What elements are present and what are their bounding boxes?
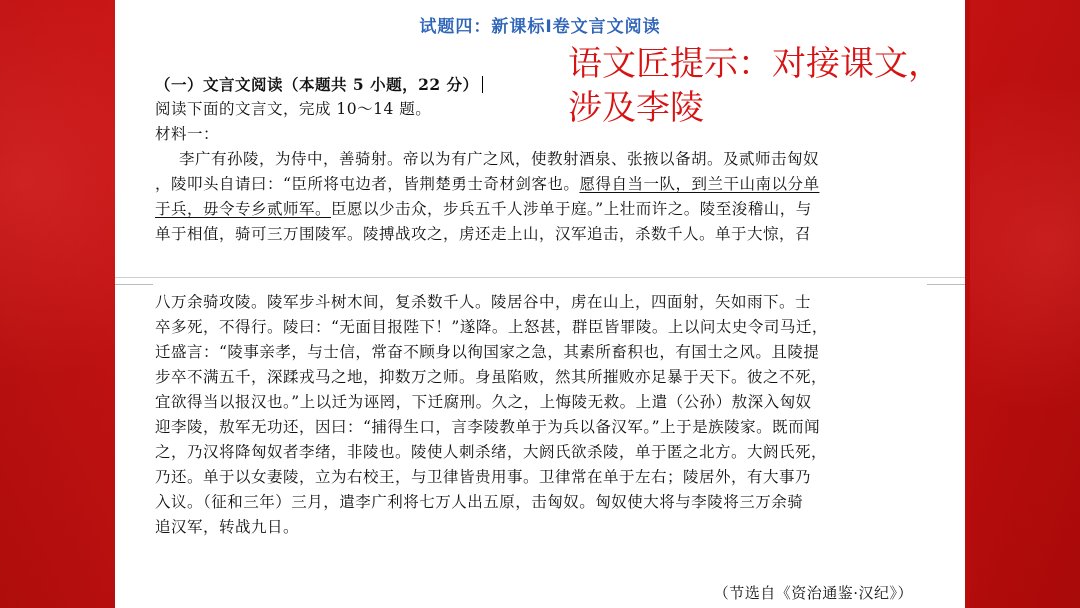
- passage-part-2: [155, 290, 925, 540]
- source-citation: （节选自《资治通鉴·汉纪》）: [713, 584, 913, 602]
- right-red-border: [970, 0, 1080, 608]
- passage-line: 之，乃汉将降匈奴者李绪，非陵也。陵使人刺杀绪，大阏氏欲杀陵，单于匿之北方。大阏氏死，: [155, 443, 828, 461]
- instruction-line: 阅读下面的文言文，完成 10～14 题。: [155, 100, 432, 118]
- underlined-sentence: 愿得自当一队，到兰干山南以分单: [579, 175, 820, 193]
- tip-line-1: 语文匠提示：对接课文，: [568, 44, 942, 84]
- passage-part-1: [155, 72, 925, 247]
- material-label: 材料一：: [155, 125, 220, 143]
- page-break-line: [115, 277, 965, 278]
- passage-line: 追汉军，转战九日。: [155, 518, 300, 536]
- page-break-gap: [115, 268, 965, 288]
- left-red-border: [0, 0, 115, 608]
- passage-line: 入议。（征和三年）三月，遣李广利将七万人出五原，击匈奴。匈奴使大将与李陵将三万余骑: [155, 493, 804, 511]
- underlined-sentence: 于兵，毋令专乡贰师军。: [155, 200, 332, 218]
- passage-line: ，陵叩头自请曰：“臣所将屯边者，皆荆楚勇士奇材剑客也。愿得自当一队，到兰干山南以分单: [155, 175, 820, 193]
- passage-line: 迎李陵，敖军无功还，因曰：“捕得生口，言李陵教单于为兵以备汉军。”上于是族陵家。既而闻: [155, 418, 821, 436]
- passage-line: 步卒不满五千，深蹂戎马之地，抑数万之师。身虽陷败，然其所摧败亦足暴于天下。彼之不死，: [155, 368, 828, 386]
- passage-line: 于兵，毋令专乡贰师军。臣愿以少击众，步兵五千人涉单于庭。”上壮而许之。陵至浚稽山，与: [155, 200, 812, 218]
- passage-line: 卒多死，不得行。陵曰：“无面目报陛下！”遂降。上怒甚，群臣皆罪陵。上以问太史令司马迁，: [155, 318, 828, 336]
- section-heading: （一）文言文阅读（本题共 5 小题，22 分）: [155, 72, 925, 97]
- page-title: 试题四：新课标Ⅰ卷文言文阅读: [419, 17, 661, 37]
- passage-line: 李广有孙陵，为侍中，善骑射。帝以为有广之风，使教射酒泉、张掖以备胡。及贰师击匈奴: [179, 150, 820, 168]
- passage-line: 宜欲得当以报汉也。”上以迁为诬罔，下迁腐刑。久之，上悔陵无救。上遣（公孙）敖深入匈奴: [155, 393, 812, 411]
- tip-line-2: 涉及李陵: [568, 88, 704, 128]
- page-break-marker-right: [927, 270, 965, 285]
- passage-line: 迁盛言：“陵事亲孝，与士信，常奋不顾身以徇国家之急，其素所畜积也，有国士之风。且陵提: [155, 343, 820, 361]
- passage-line: 乃还。单于以女妻陵，立为右校王，与卫律皆贵用事。卫律常在单于左右；陵居外，有大事乃: [155, 468, 812, 486]
- text-cursor: [482, 76, 483, 93]
- document-page: [115, 0, 965, 608]
- passage-line: 单于相值，骑可三万围陵军。陵搏战攻之，虏还走上山，汉军追击，杀数千人。单于大惊，召: [155, 225, 812, 243]
- passage-line: 八万余骑攻陵。陵军步斗树木间，复杀数千人。陵居谷中，虏在山上，四面射，矢如雨下。士: [155, 293, 812, 311]
